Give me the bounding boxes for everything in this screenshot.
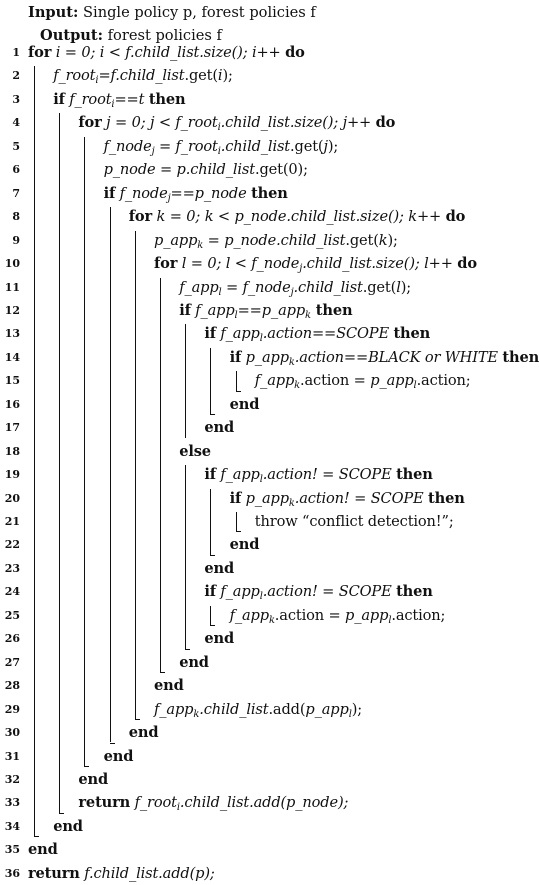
indent-guide <box>210 606 211 625</box>
indent-guide-foot <box>110 743 115 744</box>
code-token: .child_list.size(); j++ <box>220 114 376 132</box>
input-label: Input: <box>28 4 79 21</box>
code-token: k <box>268 614 275 626</box>
keyword: do <box>285 44 305 61</box>
code-token: l = 0; l < f_node <box>177 255 300 273</box>
code-line <box>0 88 535 111</box>
code-line <box>0 252 535 275</box>
line-number: 10 <box>4 257 20 271</box>
indent-guide <box>236 371 237 390</box>
code-token: l <box>396 278 401 296</box>
code-token: k <box>305 309 311 321</box>
line-number: 7 <box>12 186 20 200</box>
code-text <box>104 135 339 158</box>
indent-guide-foot <box>210 625 215 626</box>
code-line <box>0 745 535 768</box>
code-token: .child_list.size(); l++ <box>302 255 458 273</box>
code-token: j <box>167 192 171 204</box>
code-token: f_app <box>254 372 295 390</box>
code-token: .child_list <box>220 137 291 155</box>
output-label: Output: <box>40 27 104 44</box>
line-number: 33 <box>4 796 20 810</box>
keyword: if <box>229 489 242 507</box>
code-line <box>0 346 539 369</box>
keyword: if <box>204 466 216 484</box>
code-token: k <box>378 231 388 249</box>
keyword: if <box>53 90 65 108</box>
code-text <box>104 182 288 205</box>
keyword: do <box>445 208 466 226</box>
line-number: 28 <box>4 679 20 693</box>
code-token: l <box>388 614 392 626</box>
code-text <box>154 229 398 252</box>
code-token: .action = <box>300 372 371 390</box>
code-token: .action; <box>391 606 446 624</box>
keyword: if <box>229 348 242 366</box>
keyword: then <box>393 325 431 343</box>
code-token: f_app <box>229 606 269 624</box>
code-text <box>230 393 260 416</box>
indent-guide-foot <box>34 836 39 837</box>
line-number: 25 <box>4 608 20 622</box>
code-token: = f_node <box>221 278 291 296</box>
line-number: 18 <box>4 444 20 458</box>
keyword: end <box>103 747 134 765</box>
keyword: return <box>28 864 80 882</box>
keyword: then <box>251 184 288 202</box>
keyword: if <box>204 583 216 601</box>
code-token: l <box>413 380 417 392</box>
code-text <box>230 487 465 510</box>
keyword: then <box>428 489 465 507</box>
code-token: throw “conflict detection!”; <box>254 513 454 530</box>
indent-guide <box>84 137 85 766</box>
code-text <box>53 815 83 838</box>
line-number: 32 <box>4 772 20 786</box>
code-token: p_app <box>241 489 289 507</box>
code-text <box>230 604 446 627</box>
line-number: 27 <box>4 655 20 669</box>
code-token: f_app <box>215 325 260 343</box>
code-token: k <box>197 239 204 251</box>
code-text <box>179 440 211 463</box>
indent-guide-foot <box>236 391 241 392</box>
code-token: .get(0); <box>254 161 308 179</box>
code-line <box>0 721 535 744</box>
code-token: l <box>348 708 352 720</box>
code-token: k <box>288 356 295 368</box>
keyword: end <box>229 536 260 554</box>
code-line <box>0 674 535 697</box>
code-line <box>0 651 535 674</box>
indent-guide <box>59 113 60 813</box>
code-token: .child_list <box>199 700 269 718</box>
code-line <box>0 111 535 134</box>
line-number: 22 <box>4 538 20 552</box>
indent-guide-foot <box>210 555 215 556</box>
code-token: i = 0; i < f.child_list.size(); i++ <box>51 44 286 61</box>
code-token: i <box>176 802 180 814</box>
code-token: l <box>218 286 222 298</box>
indent-guide-foot <box>185 649 190 650</box>
code-token: k <box>294 380 300 392</box>
line-number: 14 <box>4 350 20 364</box>
indent-guide <box>34 66 35 836</box>
code-text <box>78 768 108 791</box>
line-number: 2 <box>12 69 20 83</box>
indent-guide-foot <box>135 719 140 720</box>
code-token: k <box>193 708 200 720</box>
keyword: if <box>204 325 216 343</box>
code-token: j <box>151 145 155 157</box>
code-token: j <box>290 286 294 298</box>
code-text <box>255 510 454 533</box>
line-number: 36 <box>4 866 20 880</box>
code-line <box>0 158 535 181</box>
code-line <box>0 393 535 416</box>
code-text <box>204 416 234 439</box>
indent-guide <box>185 465 186 649</box>
code-line <box>0 322 535 345</box>
code-token: j <box>323 137 328 155</box>
keyword: end <box>204 559 235 577</box>
code-token: f_root <box>53 67 96 85</box>
indent-guide <box>160 278 161 673</box>
code-token: f_app <box>190 301 235 319</box>
code-token: l <box>234 309 238 321</box>
line-number: 13 <box>4 327 20 341</box>
code-token: .add( <box>268 700 306 718</box>
code-text <box>104 158 308 181</box>
code-line <box>0 604 535 627</box>
code-token: .action; <box>416 372 471 390</box>
code-text <box>230 533 260 556</box>
keyword: return <box>78 794 131 812</box>
keyword: end <box>204 630 235 648</box>
code-text <box>179 299 352 322</box>
code-line <box>0 41 535 64</box>
code-token: ); <box>351 700 363 718</box>
line-number: 9 <box>12 233 20 247</box>
code-text <box>53 88 185 111</box>
code-token: f_root <box>64 90 112 108</box>
line-number: 23 <box>4 561 20 575</box>
code-text <box>154 252 477 275</box>
code-token: ==p_app <box>237 301 306 319</box>
line-number: 1 <box>12 46 20 59</box>
code-token: f_node <box>103 137 152 155</box>
code-token: p_app <box>241 348 289 366</box>
code-line <box>0 557 535 580</box>
line-number: 16 <box>4 397 20 411</box>
keyword: end <box>53 817 83 835</box>
keyword: for <box>128 208 153 226</box>
keyword: if <box>103 184 116 202</box>
code-token: =f.child_list <box>98 67 185 85</box>
code-token: .action! = SCOPE <box>294 489 429 507</box>
code-line <box>0 768 535 791</box>
code-line <box>0 510 535 533</box>
line-number: 29 <box>4 702 20 716</box>
keyword: end <box>78 770 109 788</box>
code-text <box>129 721 159 744</box>
code-token: l <box>259 591 263 603</box>
code-token: f_app <box>215 466 260 484</box>
code-token: p_app <box>154 231 198 249</box>
keyword: do <box>375 114 396 132</box>
code-token: f_app <box>179 278 219 296</box>
code-text <box>28 862 215 885</box>
input-text: Single policy p, forest policies f <box>83 4 316 21</box>
line-number: 15 <box>4 374 20 388</box>
code-token: f_app <box>215 583 260 601</box>
code-token: .action! = SCOPE <box>262 466 397 484</box>
code-token: ==t <box>114 90 149 108</box>
code-token: ); <box>327 137 339 155</box>
indent-guide-foot <box>236 531 241 532</box>
code-text <box>129 205 465 228</box>
code-text <box>255 369 471 392</box>
line-number: 5 <box>12 139 20 153</box>
code-text <box>204 627 234 650</box>
code-token: p_app <box>305 700 349 718</box>
code-text <box>204 580 432 603</box>
code-line <box>0 862 535 885</box>
line-number: 24 <box>4 585 20 599</box>
code-line <box>0 135 535 158</box>
code-token: j <box>299 263 303 275</box>
code-token: .get( <box>345 231 379 249</box>
keyword: then <box>310 301 353 319</box>
indent-guide <box>210 348 211 414</box>
keyword: then <box>148 90 186 108</box>
code-token: .get( <box>290 137 324 155</box>
code-text <box>78 791 348 814</box>
input-line <box>28 1 316 24</box>
indent-guide-foot <box>59 813 64 814</box>
keyword: end <box>229 395 260 413</box>
line-number: 17 <box>4 421 20 435</box>
code-line <box>0 627 535 650</box>
keyword: end <box>179 653 209 671</box>
code-token: .action! = SCOPE <box>262 583 397 601</box>
code-line <box>0 299 535 322</box>
indent-guide-foot <box>210 414 215 415</box>
keyword: end <box>204 419 235 437</box>
code-line <box>0 276 535 299</box>
code-text <box>204 463 432 486</box>
code-token: i <box>217 122 221 134</box>
keyword: else <box>179 442 211 460</box>
code-line <box>0 64 535 87</box>
line-number: 34 <box>4 819 20 833</box>
code-line <box>0 205 535 228</box>
line-number: 26 <box>4 632 20 646</box>
code-line <box>0 487 535 510</box>
code-token: i <box>95 75 99 87</box>
code-text <box>78 111 395 134</box>
code-token: f_node <box>115 184 168 202</box>
keyword: then <box>396 583 433 601</box>
code-text <box>104 745 134 768</box>
code-line <box>0 815 535 838</box>
line-number: 35 <box>4 843 20 857</box>
line-number: 12 <box>4 303 20 317</box>
code-token: f.child_list.add(p); <box>79 864 215 882</box>
code-line <box>0 182 535 205</box>
code-token: i <box>217 145 221 157</box>
code-text <box>28 41 305 64</box>
code-token: ); <box>222 67 233 85</box>
code-token: .get( <box>362 278 397 296</box>
code-token: k <box>288 497 295 509</box>
code-line <box>0 698 535 721</box>
keyword: if <box>179 301 191 319</box>
code-text <box>28 838 58 861</box>
code-line <box>0 580 535 603</box>
code-text <box>230 346 539 369</box>
code-token: .action==BLACK or WHITE <box>294 348 503 366</box>
code-line <box>0 416 535 439</box>
code-token: f_root <box>130 794 177 812</box>
code-token: ); <box>400 278 412 296</box>
keyword: for <box>78 114 102 132</box>
keyword: end <box>128 724 159 742</box>
code-line <box>0 838 535 861</box>
line-number: 20 <box>4 491 20 505</box>
code-token: p_node = p.child_list <box>103 161 255 179</box>
keyword: do <box>457 255 477 273</box>
line-number: 21 <box>4 515 20 528</box>
keyword: end <box>28 841 58 859</box>
line-number: 31 <box>4 749 20 763</box>
code-token: i <box>111 98 115 110</box>
code-token: = f_root <box>154 137 218 155</box>
keyword: then <box>502 348 539 366</box>
indent-guide-foot <box>160 672 165 673</box>
code-token: .child_list <box>293 278 363 296</box>
code-token: p_app <box>370 372 414 390</box>
indent-guide-foot <box>84 766 89 767</box>
code-token: l <box>259 474 263 486</box>
code-text <box>154 674 184 697</box>
code-token: i <box>217 67 223 85</box>
line-number: 11 <box>4 280 20 294</box>
line-number: 4 <box>12 116 20 130</box>
code-token: ==p_node <box>170 184 252 202</box>
code-text <box>204 557 234 580</box>
indent-guide <box>110 207 111 742</box>
code-token: ); <box>387 231 398 249</box>
line-number: 30 <box>4 726 20 740</box>
code-line <box>0 229 535 252</box>
code-token: .child_list.add(p_node); <box>179 794 349 812</box>
line-number: 19 <box>4 468 20 482</box>
indent-guide <box>210 489 211 555</box>
code-token: = p_node.child_list <box>203 231 346 249</box>
code-text <box>179 276 411 299</box>
code-token: j = 0; j < f_root <box>101 114 218 132</box>
code-token: l <box>259 333 263 345</box>
keyword: for <box>154 255 178 273</box>
code-line <box>0 791 535 814</box>
code-token: k = 0; k < p_node.child_list.size(); k++ <box>152 208 446 226</box>
keyword: for <box>28 44 52 61</box>
code-token: .get( <box>184 67 218 85</box>
keyword: then <box>396 466 433 484</box>
code-token: .action==SCOPE <box>262 325 394 343</box>
code-line <box>0 369 535 392</box>
code-line <box>0 463 535 486</box>
indent-guide <box>236 512 237 531</box>
code-text <box>179 651 209 674</box>
line-number: 3 <box>12 92 20 106</box>
code-text <box>204 322 430 345</box>
output-text: forest policies f <box>107 27 222 44</box>
line-number: 8 <box>12 210 20 224</box>
line-number: 6 <box>12 163 20 177</box>
code-text <box>154 698 362 721</box>
code-token: p_app <box>345 606 389 624</box>
code-token: .action = <box>274 606 346 624</box>
code-line <box>0 533 535 556</box>
code-line <box>0 440 535 463</box>
code-token: f_app <box>154 700 194 718</box>
indent-guide <box>185 324 186 437</box>
keyword: end <box>154 677 184 695</box>
code-text <box>53 64 233 87</box>
indent-guide <box>135 231 136 719</box>
